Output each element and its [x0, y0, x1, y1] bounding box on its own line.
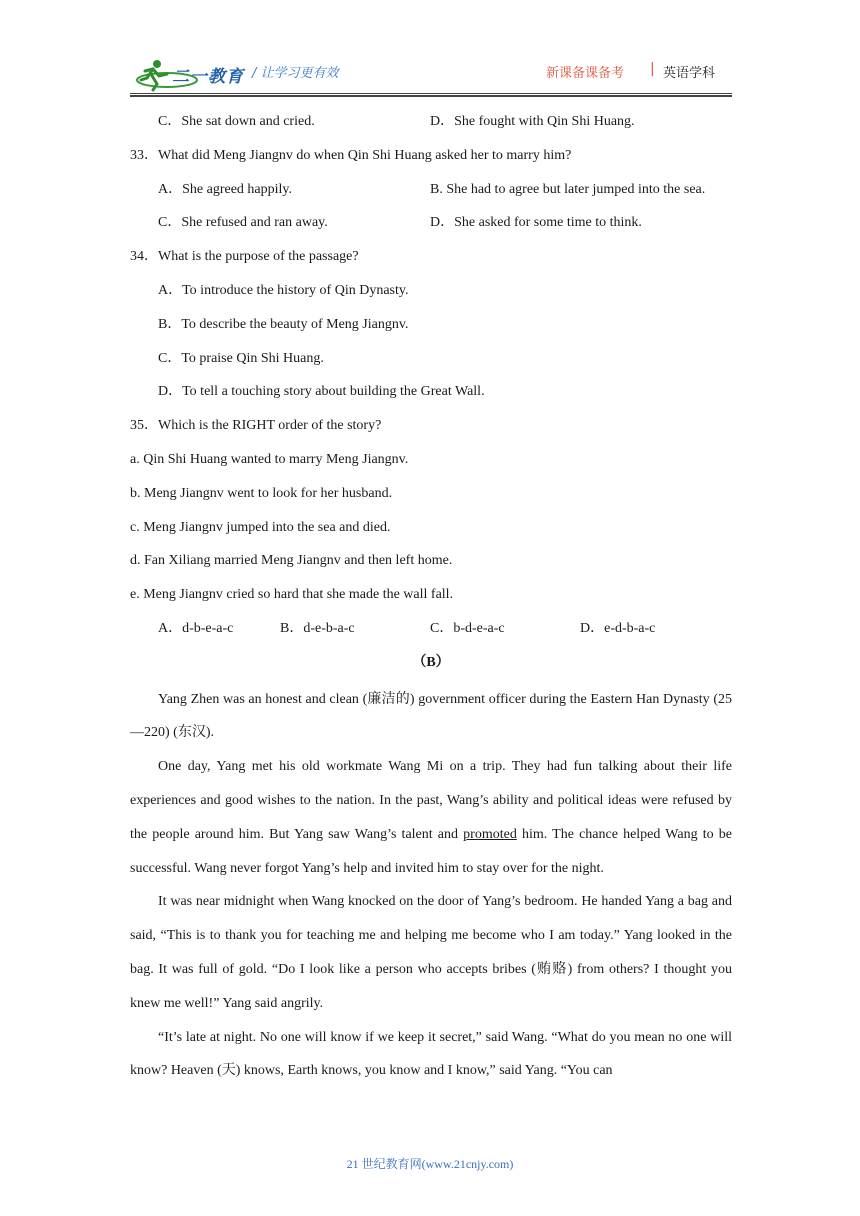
q35-option-b: B．d-e-b-a-c	[280, 620, 355, 636]
q34-stem: 34．What is the purpose of the passage?	[130, 249, 359, 265]
q32-options-row	[130, 108, 732, 142]
passage-paragraph-3: It was near midnight when Wang knocked on the door of Yang’s bedroom. He handed Yang a bag and said, “This is to thank you for teaching me and helping me become who I am today.” Yang looked in the bag. It was full of gold. “Do I look like a person who accepts bribes (贿赂) from others? I thought you knew me well!” Yang said angrily.	[130, 894, 732, 1011]
header-subject: 英语学科	[663, 66, 716, 81]
paragraph-2-text-before: One day, Yang met his old workmate Wang Mi on a trip. They had fun talking about their life experiences and good wishes to the nation. In the past, Wang’s ability and political ideas were refused by the people around him. But Yang saw Wang’s talent and	[130, 759, 732, 842]
paragraph-2-text-after: him. The chance helped Wang to be successful. Wang never forgot Yang’s help and invited him to stay over for the night.	[130, 826, 732, 876]
q33-options-row-1	[130, 176, 732, 210]
q35-item-a: a. Qin Shi Huang wanted to marry Meng Jiangnv.	[130, 451, 409, 467]
q35-option-d: D．e-d-b-a-c	[580, 620, 656, 636]
q34-option-d: D．To tell a touching story about building the Great Wall.	[158, 384, 485, 400]
q35-item-c: c. Meng Jiangnv jumped into the sea and died.	[130, 519, 391, 535]
header-brand: 新课备课备考	[546, 66, 625, 81]
q33-option-b: B. She had to agree but later jumped into the sea.	[430, 181, 706, 197]
page-header	[0, 0, 860, 100]
q32-option-d: D．She fought with Qin Shi Huang.	[430, 114, 635, 129]
q33-option-a: A．She agreed happily.	[158, 181, 292, 197]
logo-text: 二一教育	[172, 67, 244, 87]
header-rule-thick	[130, 95, 732, 97]
q33-stem: 33．What did Meng Jiangnv do when Qin Shi Huang asked her to marry him?	[130, 147, 572, 163]
q34-option-c: C．To praise Qin Shi Huang.	[158, 350, 324, 366]
q35-item-d: d. Fan Xiliang married Meng Jiangnv and then left home.	[130, 553, 453, 569]
q35-item-e: e. Meng Jiangnv cried so hard that she made the wall fall.	[130, 587, 454, 603]
q35-stem: 35．Which is the RIGHT order of the story?	[130, 418, 382, 434]
passage-paragraph-1: Yang Zhen was an honest and clean (廉洁的) government officer during the Eastern Han Dynasty (25—220) (东汉).	[130, 691, 732, 741]
q35-option-c: C．b-d-e-a-c	[430, 620, 505, 636]
q35-item-b: b. Meng Jiangnv went to look for her husband.	[130, 485, 393, 501]
section-b-heading: （B）	[412, 654, 450, 670]
q33-options-row-2	[130, 209, 732, 243]
underlined-word-promoted: promoted	[463, 826, 517, 842]
passage-paragraph-2	[130, 750, 732, 885]
header-slogan: / 让学习更有效	[252, 66, 339, 81]
q35-options-row	[130, 615, 732, 649]
q34-option-b: B．To describe the beauty of Meng Jiangnv.	[158, 316, 409, 332]
page-footer: 21 世纪教育网(www.21cnjy.com)	[346, 1157, 514, 1171]
q34-option-a: A．To introduce the history of Qin Dynasty.	[158, 282, 409, 298]
q33-option-c: C．She refused and ran away.	[158, 215, 328, 231]
q32-option-c: C．She sat down and cried.	[158, 114, 315, 129]
document-body	[130, 108, 732, 1088]
passage-paragraph-4: “It’s late at night. No one will know if we keep it secret,” said Wang. “What do you mean no one will know? Heaven (天) knows, Earth knows, you know and I know,” said Yang. “You can	[130, 1029, 732, 1079]
q33-option-d: D．She asked for some time to think.	[430, 215, 642, 231]
header-rule-thin	[130, 93, 732, 94]
header-separator: |	[650, 61, 655, 77]
q35-option-a: A．d-b-e-a-c	[158, 620, 234, 636]
